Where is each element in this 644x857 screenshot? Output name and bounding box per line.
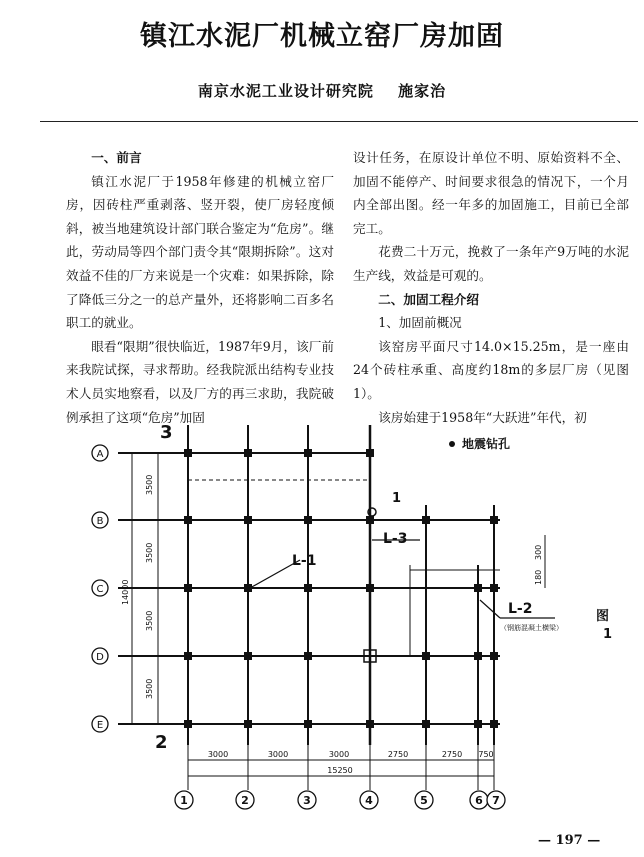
- beam-label: L-2: [508, 601, 533, 617]
- paragraph: 眼看“限期”很快临近，1987年9月，该厂前来我院试探，寻求帮助。经我院派出结构专业技术人员实地察看，以及厂方的再三求助，我院破例承担了这项“危房”加固: [66, 338, 334, 425]
- header-rule: [40, 121, 638, 122]
- dim-label: 300: [534, 544, 543, 560]
- dim-label: 3000: [207, 750, 229, 759]
- dim-total: 15250: [327, 766, 353, 775]
- legend-label: 地震钻孔: [462, 437, 511, 451]
- section-marker: 3: [160, 422, 173, 443]
- sub-heading: 1、加固前概况: [378, 315, 462, 331]
- author-line: [0, 80, 644, 101]
- floor-plan-figure: [0, 410, 644, 830]
- row-axis-label: C: [96, 584, 104, 595]
- dim-label: 180: [534, 569, 543, 585]
- row-axis-label: D: [96, 652, 104, 663]
- author-affiliation: 南京水泥工业设计研究院: [197, 82, 374, 100]
- row-axis-label: B: [96, 516, 104, 527]
- page-number: — 197 —: [538, 833, 601, 848]
- dim-label: 3500: [145, 474, 154, 495]
- dim-label: 3000: [267, 750, 289, 759]
- col-axis-label: 5: [420, 794, 428, 807]
- dim-total: 14000: [121, 579, 130, 605]
- dim-label: 3000: [328, 750, 350, 759]
- col-axis-label: 4: [365, 794, 373, 807]
- right-column: [353, 146, 629, 429]
- figure-number: 1: [603, 627, 613, 642]
- col-axis-label: 7: [492, 794, 500, 807]
- dim-label: 3500: [145, 610, 154, 631]
- col-axis-label: 1: [180, 794, 188, 807]
- section-marker: 1: [392, 491, 402, 506]
- row-axis-label: A: [96, 449, 104, 460]
- figure-caption: 图: [596, 609, 610, 624]
- dim-label: 750: [478, 750, 494, 759]
- beam-label: L-3: [383, 531, 408, 547]
- beam-note: （钢筋混凝土横梁）: [500, 624, 563, 632]
- col-axis-label: 2: [241, 794, 249, 807]
- paragraph-continued: 设计任务，在原设计单位不明、原始资料不全、加固不能停产、时间要求很急的情况下，一个月内全部出图。经一年多的加固施工，目前已全部完工。: [353, 150, 629, 236]
- paragraph: 花费二十万元，挽救了一条年产9万吨的水泥生产线，效益是可观的。: [353, 244, 629, 283]
- author-name: 施家治: [398, 82, 447, 100]
- paragraph: 该窑房平面尺寸14.0×15.25m，是一座由24个砖柱承重、高度约18m的多层厂房（见图1）。: [353, 338, 629, 401]
- article-title: 镇江水泥厂机械立窑厂房加固: [140, 21, 504, 52]
- section-heading: 二、加固工程介绍: [378, 291, 479, 307]
- drill-hole-icon: [449, 441, 455, 447]
- paragraph: 该房始建于1958年“大跃进”年代，初: [378, 409, 587, 425]
- col-axis-label: 6: [475, 794, 483, 807]
- dim-label: 2750: [441, 750, 463, 759]
- dim-label: 3500: [145, 678, 154, 699]
- dim-label: 3500: [145, 542, 154, 563]
- dim-label: 2750: [387, 750, 409, 759]
- section-heading: 一、前言: [91, 150, 142, 165]
- col-axis-label: 3: [303, 794, 311, 807]
- beam-label: L-1: [292, 553, 317, 569]
- section-marker: 2: [155, 732, 168, 753]
- row-axis-label: E: [96, 720, 104, 731]
- paragraph: 镇江水泥厂于1958年修建的机械立窑厂房，因砖柱严重剥落、竖开裂，使厂房轻度倾斜，被当地建筑设计部门联合鉴定为“危房”。继此，劳动局等四个部门责令其“限期拆除”。这对效益不佳的厂方来说是一个灾难：如果拆除，除了降低三分之一的总产量外，还将影响二百多名职工的就业。: [66, 173, 334, 331]
- left-column: [66, 146, 334, 429]
